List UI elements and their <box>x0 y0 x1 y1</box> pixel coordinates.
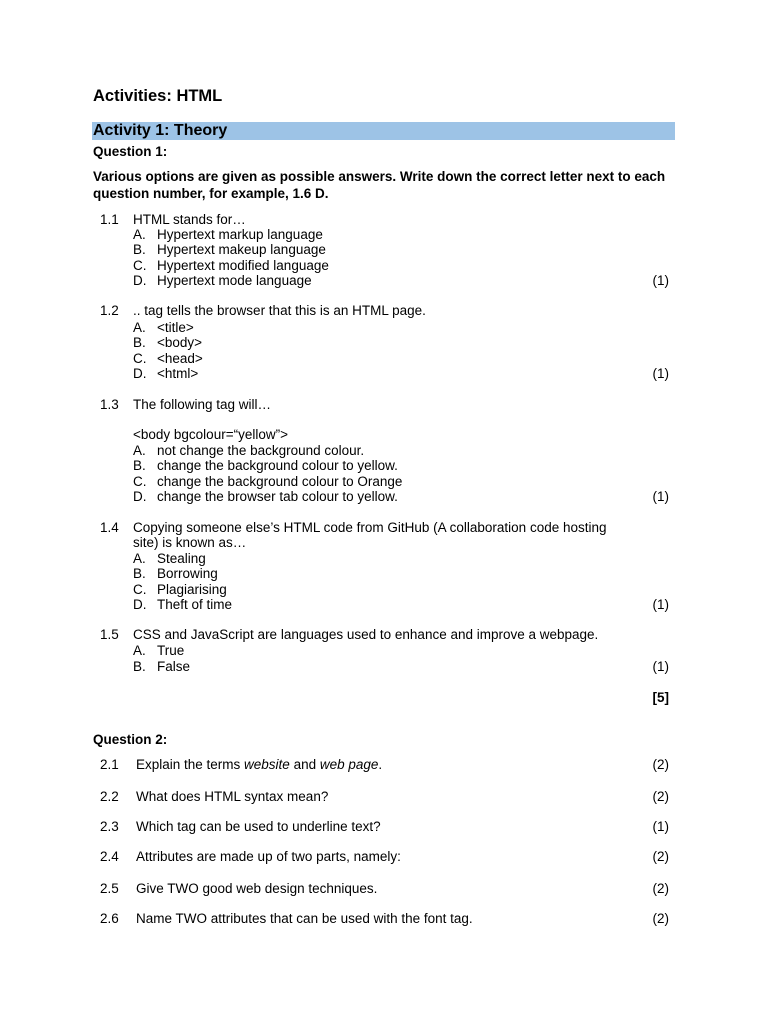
mark-allocation: (1) <box>652 597 669 612</box>
option-letter: B. <box>133 458 146 473</box>
question-number: 2.5 <box>100 881 119 896</box>
section-title: Activity 1: Theory <box>93 122 228 139</box>
term-website: website <box>244 757 290 772</box>
option-text: <title> <box>157 320 194 335</box>
mark-allocation: (1) <box>652 273 669 288</box>
option-text: Borrowing <box>157 566 218 581</box>
document-title: Activities: HTML <box>93 87 223 105</box>
mark-allocation: (2) <box>652 911 669 926</box>
question1-heading: Question 1: <box>93 144 168 159</box>
option-text: Theft of time <box>157 597 233 612</box>
question-number: 1.1 <box>100 212 119 227</box>
question-text: .. tag tells the browser that this is an HTML page. <box>133 303 426 318</box>
option-text: not change the background colour. <box>157 443 365 458</box>
mark-allocation: (2) <box>652 849 669 864</box>
question-number: 2.2 <box>100 789 119 804</box>
option-letter: C. <box>133 351 147 366</box>
option-letter: A. <box>133 643 146 658</box>
option-text: Stealing <box>157 551 206 566</box>
code-sample: <body bgcolour=“yellow”> <box>133 427 288 442</box>
mark-allocation: (2) <box>652 881 669 896</box>
option-text: <body> <box>157 335 203 350</box>
question-text: The following tag will… <box>133 397 272 412</box>
mark-allocation: (1) <box>652 659 669 674</box>
term-web-page: web page <box>319 757 379 772</box>
mark-allocation: (2) <box>652 757 669 772</box>
option-text: <html> <box>157 366 199 381</box>
option-text: Hypertext modified language <box>157 258 329 273</box>
question-text: Explain the terms website and web page. <box>136 757 383 772</box>
question-item-2-3 <box>0 819 768 835</box>
option-letter: B. <box>133 566 146 581</box>
question-text: What does HTML syntax mean? <box>136 789 329 804</box>
option-text: False <box>157 659 191 674</box>
question-text-continued: site) is known as… <box>133 535 247 550</box>
question2-heading: Question 2: <box>93 732 168 747</box>
question-text: Give TWO good web design techniques. <box>136 881 378 896</box>
option-letter: C. <box>133 474 147 489</box>
question-number: 2.1 <box>100 757 119 772</box>
option-letter: A. <box>133 227 146 242</box>
question-text: HTML stands for… <box>133 212 246 227</box>
option-text: <head> <box>157 351 203 366</box>
option-letter: C. <box>133 582 147 597</box>
option-text: True <box>157 643 185 658</box>
question1-instructions: Various options are given as possible answers. Write down the correct letter next to each question number, for example, 1.6 D. <box>93 169 666 201</box>
question-item-2-6 <box>0 911 768 927</box>
option-letter: D. <box>133 273 147 288</box>
option-text: Hypertext mode language <box>157 273 312 288</box>
question-number: 2.4 <box>100 849 119 864</box>
question-text: CSS and JavaScript are languages used to enhance and improve a webpage. <box>133 627 599 642</box>
option-letter: D. <box>133 489 147 504</box>
question-number: 1.4 <box>100 520 119 535</box>
option-letter: A. <box>133 320 146 335</box>
option-text: change the background colour to Orange <box>157 474 403 489</box>
option-letter: B. <box>133 242 146 257</box>
mark-allocation: (1) <box>652 489 669 504</box>
option-text: Hypertext makeup language <box>157 242 326 257</box>
option-letter: A. <box>133 551 146 566</box>
question1-total: [5] <box>652 690 669 705</box>
question-text: Attributes are made up of two parts, namely: <box>136 849 401 864</box>
option-letter: B. <box>133 659 146 674</box>
option-letter: B. <box>133 335 146 350</box>
question-text: Name TWO attributes that can be used with the font tag. <box>136 911 473 926</box>
mark-allocation: (2) <box>652 789 669 804</box>
option-text: change the browser tab colour to yellow. <box>157 489 398 504</box>
question-number: 1.5 <box>100 627 119 642</box>
question-text: Copying someone else’s HTML code from GitHub (A collaboration code hosting <box>133 520 607 535</box>
option-letter: A. <box>133 443 146 458</box>
option-text: Plagiarising <box>157 582 227 597</box>
question-number: 1.2 <box>100 303 119 318</box>
question-number: 2.6 <box>100 911 119 926</box>
option-letter: D. <box>133 597 147 612</box>
question-item-2-5 <box>0 881 768 897</box>
question-number: 1.3 <box>100 397 119 412</box>
mark-allocation: (1) <box>652 366 669 381</box>
question-item-2-4 <box>0 849 768 865</box>
option-text: Hypertext markup language <box>157 227 323 242</box>
mark-allocation: (1) <box>652 819 669 834</box>
option-letter: C. <box>133 258 147 273</box>
question-number: 2.3 <box>100 819 119 834</box>
option-letter: D. <box>133 366 147 381</box>
question-text: Which tag can be used to underline text? <box>136 819 381 834</box>
question-item-2-1 <box>0 757 768 773</box>
option-text: change the background colour to yellow. <box>157 458 398 473</box>
question-item-2-2 <box>0 789 768 805</box>
